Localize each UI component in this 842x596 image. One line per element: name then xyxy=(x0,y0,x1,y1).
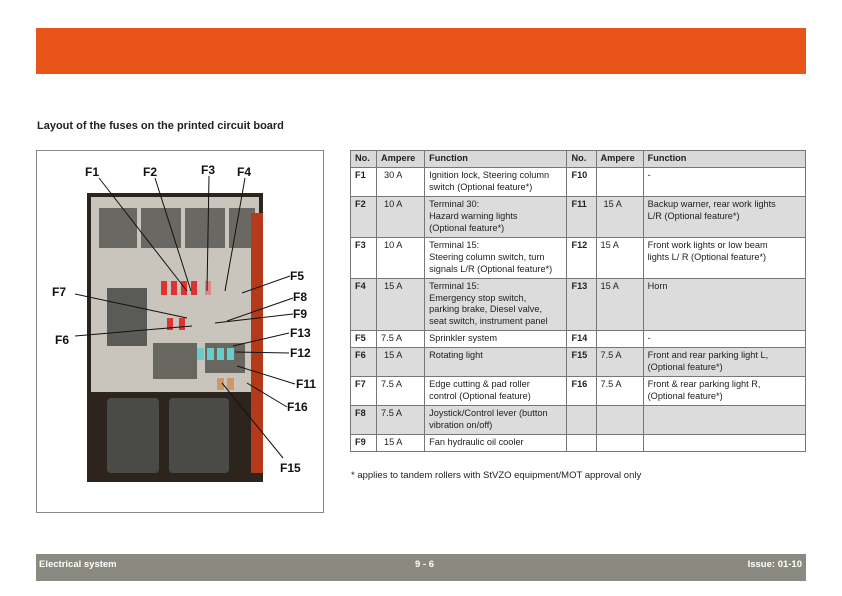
cell-line: - xyxy=(647,333,651,344)
table-body xyxy=(351,167,806,451)
cell-line: (Optional feature*) xyxy=(429,222,505,233)
cell-fuse-no: F6 xyxy=(351,348,377,377)
cell-fuse-no: F14 xyxy=(567,331,596,348)
cell-fuse-no: F8 xyxy=(351,406,377,435)
cell-function xyxy=(643,348,805,377)
label-f12: F12 xyxy=(290,346,311,360)
label-f16: F16 xyxy=(287,400,308,414)
cell-line: signals L/R (Optional feature*) xyxy=(429,263,553,274)
col-header: No. xyxy=(567,151,596,168)
cell-line: Front work lights or low beam xyxy=(647,239,768,250)
cell-ampere xyxy=(596,406,643,435)
header-band xyxy=(36,28,806,74)
cell-function xyxy=(425,377,567,406)
cell-fuse-no: F1 xyxy=(351,167,377,196)
cell-ampere xyxy=(596,331,643,348)
cell-line: Sprinkler system xyxy=(429,333,498,344)
cell-line: Emergency stop switch, xyxy=(429,292,527,303)
cell-ampere: 7.5 A xyxy=(596,348,643,377)
cell-line: Steering column switch, turn xyxy=(429,251,545,262)
cell-fuse-no: F7 xyxy=(351,377,377,406)
cell-line: Terminal 15: xyxy=(429,280,480,291)
cell-ampere: 15 A xyxy=(377,348,425,377)
cell-ampere: 7.5 A xyxy=(377,331,425,348)
cell-line: Backup warner, rear work lights xyxy=(647,198,776,209)
cell-fuse-no: F9 xyxy=(351,435,377,452)
cell-line: - xyxy=(647,169,651,180)
label-f15: F15 xyxy=(280,461,301,475)
cell-fuse-no: F2 xyxy=(351,196,377,237)
label-f9: F9 xyxy=(293,307,308,321)
cell-ampere: 7.5 A xyxy=(377,406,425,435)
label-f6: F6 xyxy=(55,333,70,347)
label-f1: F1 xyxy=(85,165,100,179)
table-row xyxy=(351,278,806,331)
cell-line: Hazard warning lights xyxy=(429,210,518,221)
cell-line: lights L/ R (Optional feature*) xyxy=(647,251,767,262)
footer-section: Electrical system xyxy=(39,559,117,570)
table-row xyxy=(351,377,806,406)
cell-ampere: 30 A xyxy=(377,167,425,196)
label-f7: F7 xyxy=(52,285,67,299)
table-row xyxy=(351,237,806,278)
cell-function xyxy=(425,331,567,348)
cell-fuse-no: F12 xyxy=(567,237,596,278)
cell-line: vibration on/off) xyxy=(429,420,493,431)
cell-line: control (Optional feature) xyxy=(429,391,531,402)
cell-function xyxy=(643,167,805,196)
table-header-row xyxy=(351,151,806,168)
table-row xyxy=(351,406,806,435)
label-f2: F2 xyxy=(143,165,158,179)
cell-ampere: 15 A xyxy=(596,196,643,237)
table-row xyxy=(351,435,806,452)
cell-line: switch (Optional feature*) xyxy=(429,181,533,192)
cell-ampere: 15 A xyxy=(377,435,425,452)
col-header: Function xyxy=(425,151,567,168)
cell-ampere: 10 A xyxy=(377,237,425,278)
cell-line: Fan hydraulic oil cooler xyxy=(429,437,524,448)
cell-ampere: 15 A xyxy=(377,278,425,331)
cell-line: Rotating light xyxy=(429,350,483,361)
cell-function xyxy=(643,196,805,237)
label-f4: F4 xyxy=(237,165,252,179)
cell-line: Joystick/Control lever (button xyxy=(429,408,548,419)
fuse-table xyxy=(350,150,806,452)
cell-line: Ignition lock, Steering column xyxy=(429,169,550,180)
cell-line: (Optional feature*) xyxy=(647,362,723,373)
cell-line: Terminal 30: xyxy=(429,198,480,209)
cell-line: L/R (Optional feature*) xyxy=(647,210,740,221)
cell-line: (Optional feature*) xyxy=(647,391,723,402)
table-row xyxy=(351,196,806,237)
cell-fuse-no: F15 xyxy=(567,348,596,377)
col-header: Ampere xyxy=(377,151,425,168)
cell-line: Terminal 15: xyxy=(429,239,480,250)
cell-ampere xyxy=(596,167,643,196)
cell-fuse-no: F3 xyxy=(351,237,377,278)
label-f13: F13 xyxy=(290,326,311,340)
cell-function xyxy=(643,278,805,331)
cell-ampere: 15 A xyxy=(596,237,643,278)
label-f8: F8 xyxy=(293,290,308,304)
cell-line: parking brake, Diesel valve, xyxy=(429,304,542,315)
footer-page-number: 9 - 6 xyxy=(415,559,435,570)
col-header: No. xyxy=(351,151,377,168)
leader-lines xyxy=(37,151,325,514)
footer-issue: Issue: 01-10 xyxy=(747,559,802,570)
cell-fuse-no: F11 xyxy=(567,196,596,237)
table-row xyxy=(351,167,806,196)
section-title: Layout of the fuses on the printed circuit board xyxy=(37,120,284,132)
table-row xyxy=(351,331,806,348)
cell-ampere: 10 A xyxy=(377,196,425,237)
cell-function xyxy=(425,167,567,196)
cell-fuse-no: F16 xyxy=(567,377,596,406)
cell-function xyxy=(425,196,567,237)
cell-function xyxy=(425,435,567,452)
cell-function xyxy=(643,237,805,278)
cell-line: Front and rear parking light L, xyxy=(647,350,769,361)
footer-band xyxy=(36,554,806,581)
cell-function xyxy=(425,406,567,435)
label-f5: F5 xyxy=(290,269,305,283)
cell-function xyxy=(643,435,805,452)
footnote: * applies to tandem rollers with StVZO equipment/MOT approval only xyxy=(351,470,642,481)
label-f11: F11 xyxy=(296,377,317,391)
cell-function xyxy=(425,237,567,278)
cell-line: Horn xyxy=(647,280,668,291)
cell-function xyxy=(643,331,805,348)
cell-function xyxy=(643,377,805,406)
cell-function xyxy=(425,348,567,377)
cell-line: seat switch, instrument panel xyxy=(429,316,548,327)
cell-line: Front & rear parking light R, xyxy=(647,379,761,390)
cell-fuse-no: F13 xyxy=(567,278,596,331)
fuse-board-figure xyxy=(36,150,324,513)
cell-fuse-no xyxy=(567,406,596,435)
cell-ampere: 7.5 A xyxy=(377,377,425,406)
cell-fuse-no xyxy=(567,435,596,452)
col-header: Function xyxy=(643,151,805,168)
cell-line: Edge cutting & pad roller xyxy=(429,379,530,390)
cell-fuse-no: F10 xyxy=(567,167,596,196)
cell-function xyxy=(425,278,567,331)
cell-function xyxy=(643,406,805,435)
table-row xyxy=(351,348,806,377)
label-f3: F3 xyxy=(201,163,216,177)
cell-ampere: 15 A xyxy=(596,278,643,331)
col-header: Ampere xyxy=(596,151,643,168)
cell-ampere: 7.5 A xyxy=(596,377,643,406)
cell-fuse-no: F5 xyxy=(351,331,377,348)
cell-fuse-no: F4 xyxy=(351,278,377,331)
cell-ampere xyxy=(596,435,643,452)
